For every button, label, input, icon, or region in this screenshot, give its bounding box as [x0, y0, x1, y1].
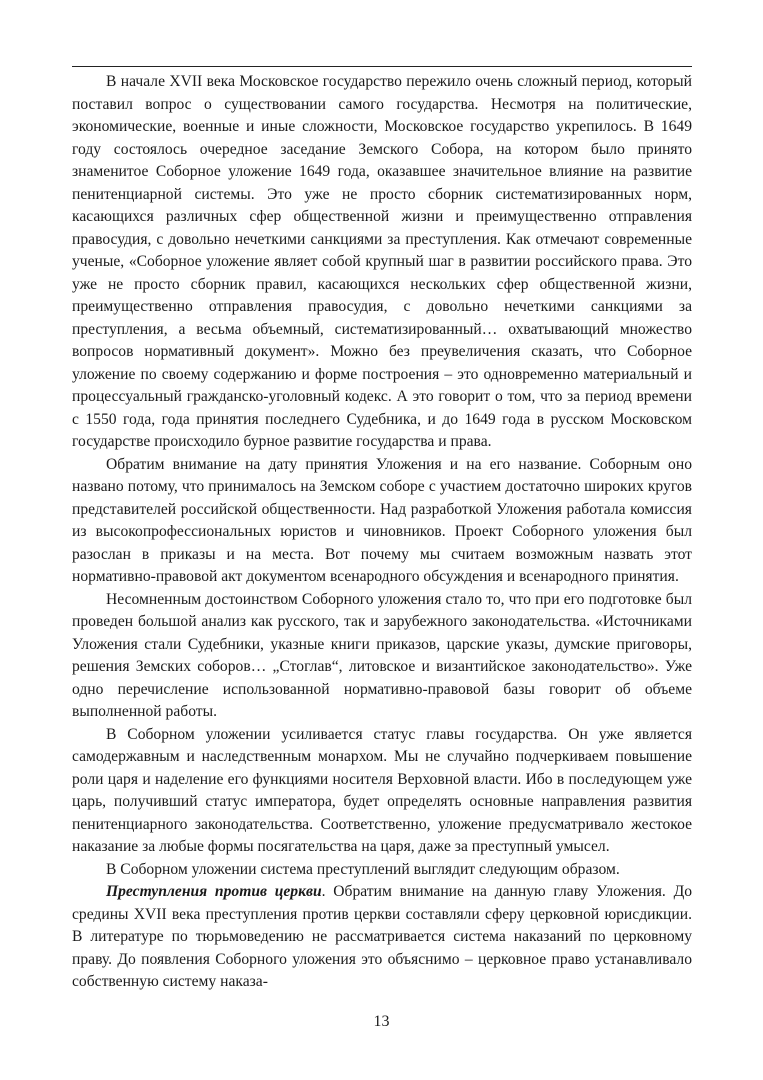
paragraph-5: В Соборном уложении система преступлений выглядит следующим образом. — [106, 860, 620, 878]
page-number: 13 — [373, 1013, 390, 1030]
paragraph-4: В Соборном уложении усиливается статус главы государства. Он уже является самодержавным и наследственным монархом. Мы не случайно подчеркиваем повышение роли царя и наделение его функциями носителя Верховной власти. Ибо в последующем уже царь, получивший статус императора, будет определять основные направления развития пенитенциарного законодательства. Соответственно, уложение предусматривало жестокое наказание за любые формы посягательства на царя, даже за преступный умысел. — [72, 725, 692, 855]
section-heading: Преступления против церкви — [106, 883, 322, 900]
paragraph-3: Несомненным достоинством Соборного уложения стало то, что при его подготовке был проведен большой анализ как русского, так и зарубежного законодательства. «Источниками Уложения стали Судебники, указные книги приказов, царские указы, думские приговоры, решения Земских соборов… „Стоглав“, литовское и византийское законодательство». Уже одно перечисление использованной нормативно-правовой базы говорит об объеме выполненной работы. — [72, 590, 692, 720]
paragraph-2: Обратим внимание на дату принятия Уложения и на его название. Соборным оно названо потому, что принималось на Земском соборе с участием достаточно широких кругов представителей российской общественности. Над разработкой Уложения работала комиссия из высокопрофессиональных юристов и чиновников. Проект Соборного уложения был разослан в приказы и на места. Вот почему мы считаем возможным назвать этот нормативно-правовой акт документом всенародного обсуждения и всенародного принятия. — [72, 455, 692, 585]
paragraph-1: В начале XVII века Московское государство пережило очень сложный период, который поставил вопрос о существовании самого государства. Несмотря на политические, экономические, военные и иные сложности, Московское государство укрепилось. В 1649 году состоялось очередное заседание Земского Собора, на котором было принято знаменитое Соборное уложение 1649 года, оказавшее значительное влияние на развитие пенитенциарной системы. Это уже не просто сборник систематизированных норм, касающихся различных сфер общественной жизни и преимущественно отправления правосудия, с довольно нечеткими санкциями за преступления. Как отмечают современные ученые, «Соборное уложение являет собой крупный шаг в развитии российского права. Это уже не просто сборник правил, касающихся нескольких сфер общественной жизни, преимущественно отправления правосудия, с довольно нечеткими санкциями за преступления, а весьма объемный, систематизированный… охватывающий множество вопросов нормативный документ». Можно без преувеличения сказать, что Соборное уложение по своему содержанию и форме построения – это одновременно материальный и процессуальный гражданско-уголовный кодекс. А это говорит о том, что за период времени с 1550 года, года принятия последнего Судебника, и до 1649 года в русском Московском государстве происходило бурное развитие государства и права. — [72, 73, 692, 450]
paragraph-6: Преступления против церкви. Обратим внимание на данную главу Уложения. До средины XVII века преступления против церкви составляли сферу церковной юрисдикции. В литературе по тюрьмоведению не рассматривается система наказаний по церковному праву. До появления Соборного уложения это объяснимо – церковное право устанавливало собственную систему наказа- — [72, 883, 693, 990]
page-body — [72, 66, 692, 994]
header-rule — [72, 66, 692, 67]
